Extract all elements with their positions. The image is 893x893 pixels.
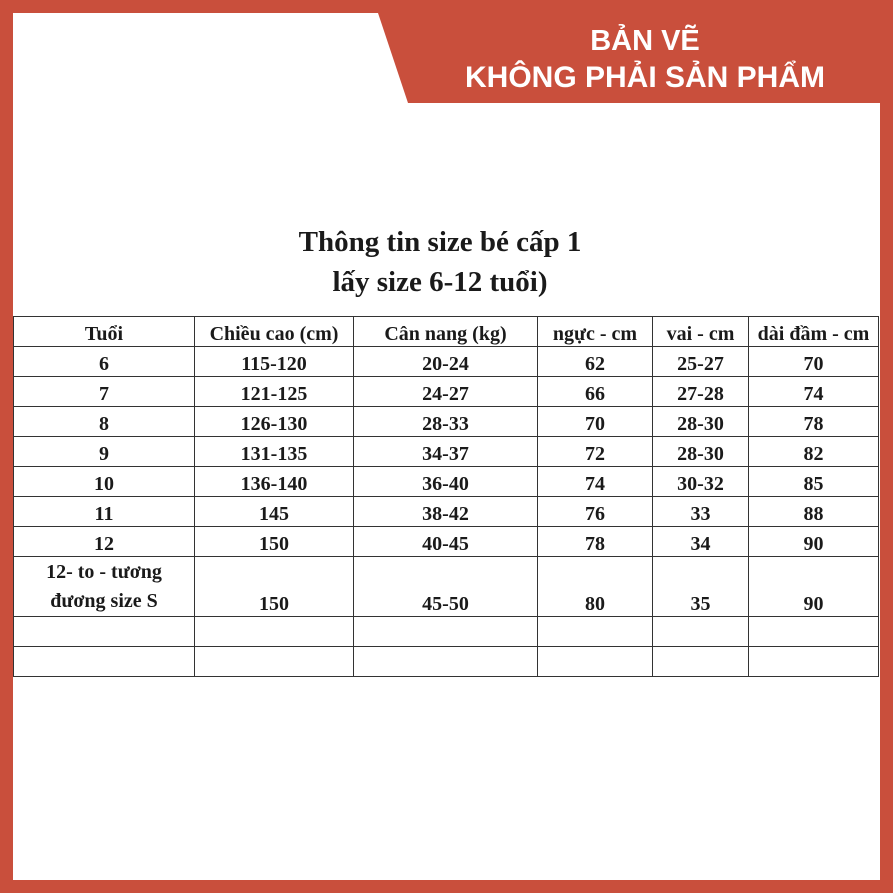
table-cell: 150	[195, 527, 354, 557]
header-cell: Tuổi	[14, 317, 195, 347]
table-cell: 34	[653, 527, 749, 557]
empty-cell	[195, 617, 354, 647]
table-cell: 28-30	[653, 407, 749, 437]
age-label-line-2: đương size S	[50, 590, 158, 612]
empty-table-row	[14, 647, 879, 677]
empty-cell	[538, 647, 653, 677]
header-cell: Cân nang (kg)	[354, 317, 538, 347]
table-cell: 90	[749, 527, 879, 557]
table-cell: 33	[653, 497, 749, 527]
table-cell: 82	[749, 437, 879, 467]
table-cell: 35	[653, 557, 749, 617]
table-cell: 34-37	[354, 437, 538, 467]
watermark-line-2: KHÔNG PHẢI SẢN PHẨM	[464, 61, 825, 94]
header-cell: ngực - cm	[538, 317, 653, 347]
table-cell: 80	[538, 557, 653, 617]
table-cell: 85	[749, 467, 879, 497]
table-cell: 8	[14, 407, 195, 437]
table-cell: 88	[749, 497, 879, 527]
table-cell: 28-33	[354, 407, 538, 437]
table-cell: 20-24	[354, 347, 538, 377]
table-cell: 66	[538, 377, 653, 407]
table-row	[14, 437, 879, 467]
table-cell: 121-125	[195, 377, 354, 407]
header-cell: dài đầm - cm	[749, 317, 879, 347]
table-cell: 70	[538, 407, 653, 437]
title-line-2: lấy size 6-12 tuổi)	[332, 266, 548, 298]
table-cell: 12	[14, 527, 195, 557]
table-cell: 9	[14, 437, 195, 467]
table-row	[14, 347, 879, 377]
table-cell: 36-40	[354, 467, 538, 497]
table-cell: 27-28	[653, 377, 749, 407]
empty-cell	[354, 617, 538, 647]
table-cell: 24-27	[354, 377, 538, 407]
table-cell: 62	[538, 347, 653, 377]
empty-cell	[749, 647, 879, 677]
table-row	[14, 467, 879, 497]
table-cell: 90	[749, 557, 879, 617]
watermark-text	[410, 13, 880, 97]
table-cell	[14, 557, 195, 617]
table-cell: 115-120	[195, 347, 354, 377]
header-cell: Chiều cao (cm)	[195, 317, 354, 347]
table-cell: 74	[538, 467, 653, 497]
table-cell: 11	[14, 497, 195, 527]
table-cell: 10	[14, 467, 195, 497]
table-row	[14, 377, 879, 407]
table-cell: 136-140	[195, 467, 354, 497]
table-cell: 74	[749, 377, 879, 407]
empty-table-row	[14, 617, 879, 647]
table-cell: 126-130	[195, 407, 354, 437]
empty-cell	[653, 647, 749, 677]
table-row	[14, 527, 879, 557]
table-row	[14, 407, 879, 437]
table-header-row	[14, 317, 879, 347]
table-cell: 40-45	[354, 527, 538, 557]
table-cell: 45-50	[354, 557, 538, 617]
empty-cell	[195, 647, 354, 677]
page-title	[190, 222, 690, 302]
table-cell: 150	[195, 557, 354, 617]
table-cell: 70	[749, 347, 879, 377]
watermark-line-1: BẢN VẼ	[590, 25, 700, 57]
table-cell: 7	[14, 377, 195, 407]
table-cell: 78	[538, 527, 653, 557]
table-cell: 38-42	[354, 497, 538, 527]
table-cell: 30-32	[653, 467, 749, 497]
table-cell: 72	[538, 437, 653, 467]
age-label-line-1: 12- to - tương	[46, 561, 162, 583]
table-row	[14, 557, 879, 617]
table-cell: 145	[195, 497, 354, 527]
empty-cell	[749, 617, 879, 647]
table-cell: 28-30	[653, 437, 749, 467]
table-cell: 25-27	[653, 347, 749, 377]
empty-cell	[14, 647, 195, 677]
table-cell: 131-135	[195, 437, 354, 467]
table-row	[14, 497, 879, 527]
table-cell: 76	[538, 497, 653, 527]
table-cell: 78	[749, 407, 879, 437]
empty-cell	[538, 617, 653, 647]
empty-cell	[14, 617, 195, 647]
table-cell: 6	[14, 347, 195, 377]
header-cell: vai - cm	[653, 317, 749, 347]
empty-cell	[653, 617, 749, 647]
title-line-1: Thông tin size bé cấp 1	[298, 226, 582, 258]
size-table	[13, 316, 879, 677]
empty-cell	[354, 647, 538, 677]
